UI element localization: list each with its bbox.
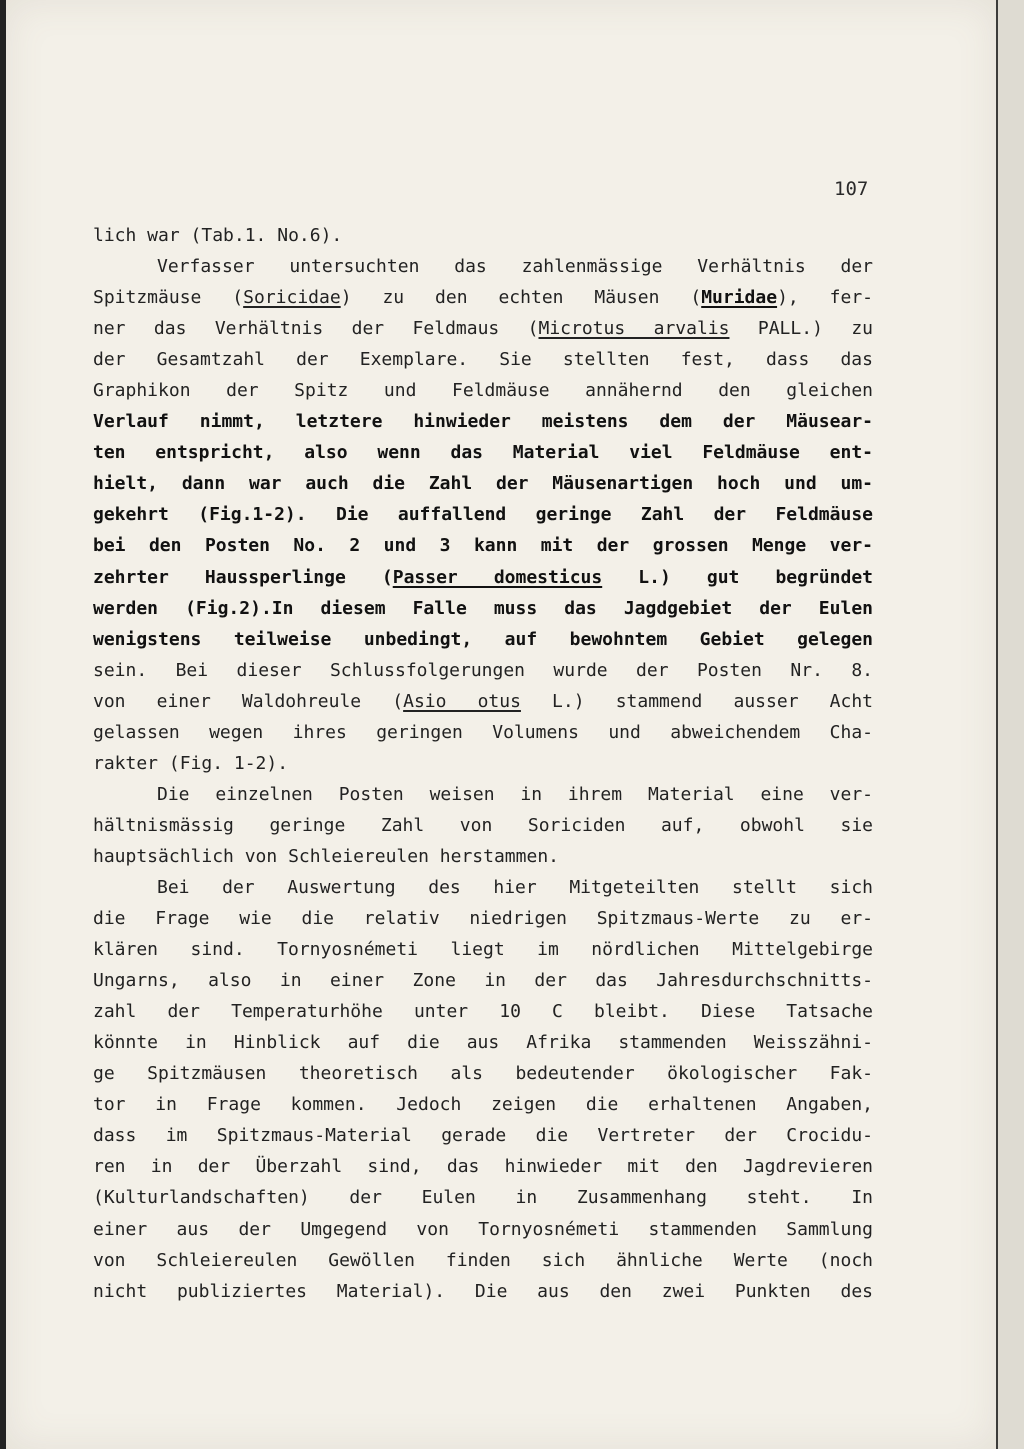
text-line [93,996,873,1027]
taxon-name: Muridae [701,287,778,309]
text-run: zehrter Haussperlinge ( [93,566,393,588]
text-line [93,1276,873,1307]
text-line [93,1214,873,1245]
text-line [93,872,873,903]
scan-right-margin [998,0,1024,1449]
text-run: Verfasser untersuchten das zahlenmässige Verhältnis der [157,256,873,278]
page-number: 107 [834,178,869,200]
text-run: ner das Verhältnis der Feldmaus ( [93,318,539,340]
text-run: PALL.) zu [729,318,873,340]
text-line [93,282,873,313]
text-run: nicht publiziertes Material). Die aus den zwei Punkten des [93,1280,873,1302]
text-line [93,748,873,779]
text-run: ren in der Überzahl sind, das hinwieder mit den Jagdrevieren [93,1156,873,1178]
text-run: L.) stammend ausser Acht [520,690,873,712]
text-run: Die einzelnen Posten weisen in ihrem Material eine ver- [157,783,873,805]
text-line [93,375,873,406]
text-line [93,841,873,872]
text-run: gekehrt (Fig.1-2). Die auffallend geringe Zahl der Feldmäuse [93,504,873,526]
text-line [93,1089,873,1120]
text-line [93,220,873,251]
text-run: einer aus der Umgegend von Tornyosnémeti stammenden Sammlung [93,1218,873,1240]
text-line [93,810,873,841]
text-line [93,344,873,375]
text-run: (Kulturlandschaften) der Eulen in Zusammenhang steht. In [93,1187,873,1209]
taxon-name: Passer domesticus [392,566,603,588]
text-line [93,655,873,686]
text-line [93,593,873,624]
text-line [93,934,873,965]
text-run: Verlauf nimmt, letztere hinwieder meistens dem der Mäusear- [93,411,873,433]
text-run: ), fer- [777,287,874,309]
taxon-name: Microtus arvalis [538,318,730,340]
text-run: hielt, dann war auch die Zahl der Mäusenartigen hoch und um- [93,473,873,495]
text-line [93,468,873,499]
text-run: hältnismässig geringe Zahl von Soriciden auf, obwohl sie [93,814,873,836]
text-run: bei den Posten No. 2 und 3 kann mit der grossen Menge ver- [93,535,873,557]
text-line [93,1058,873,1089]
text-run: lich war (Tab.1. No.6). [93,225,343,246]
text-run: klären sind. Tornyosnémeti liegt im nördlichen Mittelgebirge [93,939,873,961]
text-line [93,406,873,437]
text-run: hauptsächlich von Schleiereulen herstammen. [93,845,559,867]
text-run: Graphikon der Spitz und Feldmäuse annähernd den gleichen [93,380,873,402]
text-run: die Frage wie die relativ niedrigen Spitzmaus-Werte zu er- [93,908,873,930]
text-line [93,903,873,934]
text-line [93,1151,873,1182]
text-line [93,313,873,344]
text-run: ) zu den echten Mäusen ( [340,287,702,309]
text-line [93,499,873,530]
text-run: sein. Bei dieser Schlussfolgerungen wurde der Posten Nr. 8. [93,659,873,681]
text-line [93,686,873,717]
text-run: zahl der Temperaturhöhe unter 10 C bleibt. Diese Tatsache [93,1001,873,1023]
text-run: tor in Frage kommen. Jedoch zeigen die erhaltenen Angaben, [93,1094,873,1116]
text-line [93,562,873,593]
text-line [93,965,873,996]
taxon-name: Asio otus [403,690,521,712]
text-line [93,251,873,282]
text-line [93,779,873,810]
text-run: der Gesamtzahl der Exemplare. Sie stellten fest, dass das [93,349,873,371]
text-run: werden (Fig.2).In diesem Falle muss das Jagdgebiet der Eulen [93,597,873,619]
text-line [93,1120,873,1151]
text-run: Spitzmäuse ( [93,287,244,309]
body-text [93,220,873,1307]
text-run: gelassen wegen ihres geringen Volumens und abweichendem Cha- [93,721,873,743]
text-run: von Schleiereulen Gewöllen finden sich ähnliche Werte (noch [93,1249,873,1271]
text-run: dass im Spitzmaus-Material gerade die Vertreter der Crocidu- [93,1125,873,1147]
text-run: L.) gut begründet [602,566,873,588]
text-line [93,1245,873,1276]
taxon-name: Soricidae [243,287,341,309]
text-line [93,624,873,655]
text-run: rakter (Fig. 1-2). [93,752,289,774]
text-line [93,437,873,468]
text-run: ten entspricht, also wenn das Material viel Feldmäuse ent- [93,442,873,464]
text-run: Bei der Auswertung des hier Mitgeteilten stellt sich [157,876,873,898]
text-run: ge Spitzmäusen theoretisch als bedeutender ökologischer Fak- [93,1063,873,1085]
text-run: wenigstens teilweise unbedingt, auf bewohntem Gebiet gelegen [93,628,873,650]
text-run: könnte in Hinblick auf die aus Afrika stammenden Weisszähni- [93,1032,873,1054]
text-line [93,717,873,748]
text-line [93,1182,873,1213]
text-run: Ungarns, also in einer Zone in der das Jahresdurchschnitts- [93,970,873,992]
text-line [93,1027,873,1058]
text-run: von einer Waldohreule ( [93,690,404,712]
text-line [93,530,873,561]
